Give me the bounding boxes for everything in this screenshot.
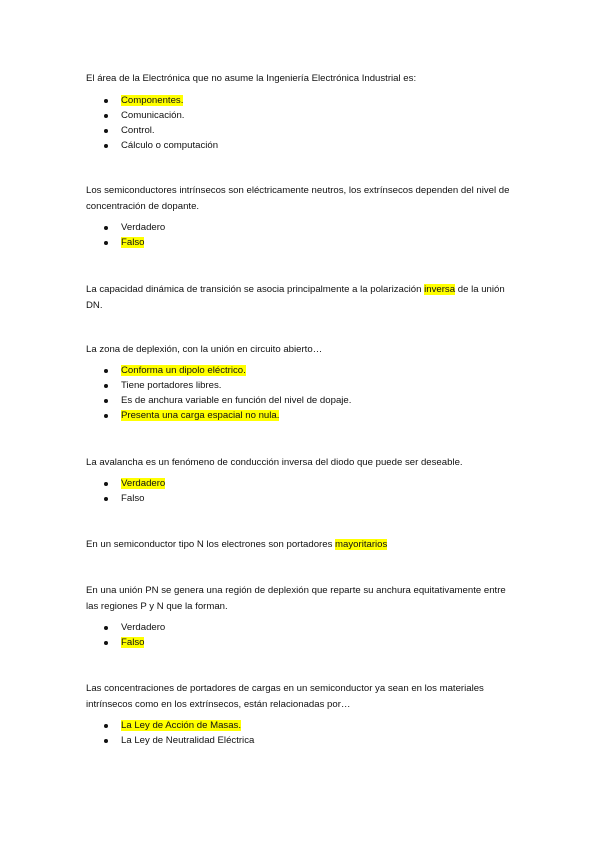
- highlighted-answer: La Ley de Acción de Masas.: [121, 720, 241, 731]
- list-item: [104, 620, 165, 635]
- question-5-text: La avalancha es un fenómeno de conducción inversa del diodo que puede ser deseable.: [86, 457, 463, 468]
- option-text: Es de anchura variable en función del nivel de dopaje.: [121, 395, 352, 406]
- list-item: [104, 733, 254, 748]
- question-2-options: [104, 220, 165, 250]
- highlighted-answer: Falso: [121, 637, 145, 648]
- option-text: La Ley de Neutralidad Eléctrica: [121, 735, 255, 746]
- option-text: Tiene portadores libres.: [121, 380, 222, 391]
- question-6-text: [86, 537, 516, 553]
- highlighted-answer: Verdadero: [121, 478, 166, 489]
- highlighted-answer: mayoritarios: [335, 539, 388, 550]
- question-1-options: [104, 93, 218, 153]
- option-text: Comunicación.: [121, 110, 185, 121]
- question-7-text: En una unión PN se genera una región de deplexión que reparte su anchura equitativamente entre las regiones P y N que la forman.: [86, 585, 506, 612]
- question-4-text: La zona de deplexión, con la unión en circuito abierto…: [86, 344, 323, 355]
- option-text: Verdadero: [121, 222, 166, 233]
- option-text: Verdadero: [121, 622, 166, 633]
- question-8-options: [104, 718, 254, 748]
- list-item: [104, 718, 254, 733]
- list-item: [104, 363, 351, 378]
- highlighted-answer: Conforma un dipolo eléctrico.: [121, 365, 246, 376]
- highlighted-answer: inversa: [424, 284, 456, 295]
- list-item: [104, 393, 351, 408]
- list-item: [104, 491, 165, 506]
- highlighted-answer: Falso: [121, 237, 145, 248]
- list-item: [104, 476, 165, 491]
- question-7-options: [104, 620, 165, 650]
- sentence-part: de la unión DN.: [86, 284, 505, 311]
- highlighted-answer: Componentes.: [121, 95, 184, 106]
- question-3-text: [86, 282, 516, 314]
- sentence-part: La capacidad dinámica de transición se asocia principalmente a la polarización: [86, 284, 425, 295]
- list-item: [104, 235, 165, 250]
- list-item: [104, 408, 351, 423]
- option-text: Cálculo o computación: [121, 140, 219, 151]
- option-text: Control.: [121, 125, 155, 136]
- sentence-part: En un semiconductor tipo N los electrones son portadores: [86, 539, 336, 550]
- question-4-options: [104, 363, 351, 423]
- list-item: [104, 138, 218, 153]
- option-text: Falso: [121, 493, 145, 504]
- list-item: [104, 108, 218, 123]
- question-1-text: El área de la Electrónica que no asume la Ingeniería Electrónica Industrial es:: [86, 73, 417, 84]
- question-8-text: Las concentraciones de portadores de cargas en un semiconductor ya sean en los materiales intrínsecos como en los extrínsecos, están relacionadas por…: [86, 683, 484, 710]
- list-item: [104, 378, 351, 393]
- list-item: [104, 93, 218, 108]
- question-5-options: [104, 476, 165, 506]
- list-item: [104, 635, 165, 650]
- list-item: [104, 123, 218, 138]
- highlighted-answer: Presenta una carga espacial no nula.: [121, 410, 280, 421]
- list-item: [104, 220, 165, 235]
- question-2-text: Los semiconductores intrínsecos son eléctricamente neutros, los extrínsecos dependen del nivel de concentración de dopante.: [86, 185, 510, 212]
